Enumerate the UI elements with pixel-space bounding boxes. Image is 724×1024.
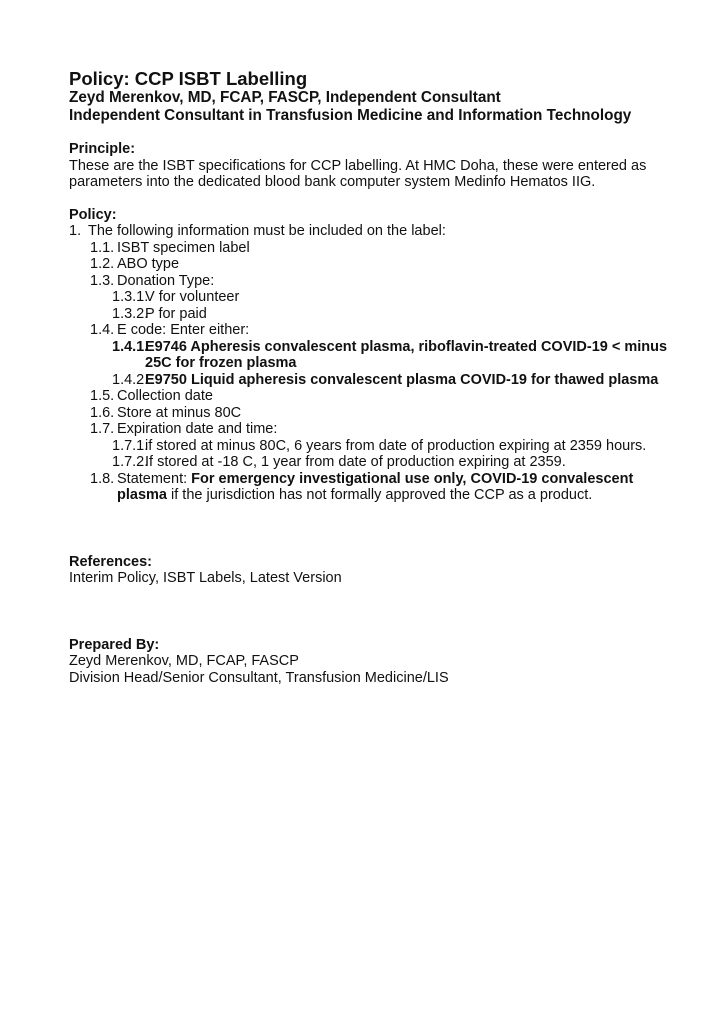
list-item-1-3-1 bbox=[69, 289, 669, 306]
list-item-1-3-2 bbox=[69, 306, 669, 323]
list-number: 1.7. bbox=[90, 421, 115, 437]
list-number: 1.7.1. bbox=[112, 437, 149, 454]
list-text: ABO type bbox=[117, 256, 180, 272]
list-text: ISBT specimen label bbox=[117, 239, 250, 256]
list-item-1-3 bbox=[69, 273, 669, 290]
references-text: Interim Policy, ISBT Labels, Latest Version bbox=[69, 570, 342, 586]
statement-text bbox=[117, 471, 669, 504]
document-page bbox=[69, 68, 669, 686]
list-text: Expiration date and time: bbox=[117, 421, 278, 437]
list-item-1-2 bbox=[69, 256, 669, 273]
policy-heading: Policy: bbox=[69, 206, 117, 223]
list-item-1-6 bbox=[69, 405, 669, 422]
list-item-1 bbox=[69, 223, 669, 240]
list-item-1-7 bbox=[69, 421, 669, 438]
list-item-1-4 bbox=[69, 322, 669, 339]
principle-section bbox=[69, 141, 669, 191]
prepared-by-heading: Prepared By: bbox=[69, 636, 160, 653]
list-number: 1.2. bbox=[90, 256, 115, 272]
list-item-1-7-2 bbox=[69, 454, 669, 471]
statement-bold: For emergency investigational use only, COVID-19 convalescent plasma bbox=[117, 470, 634, 503]
list-item-1-1 bbox=[69, 240, 669, 257]
statement-suffix: if the jurisdiction has not formally approved the CCP as a product. bbox=[166, 487, 593, 503]
list-text: Donation Type: bbox=[117, 272, 215, 289]
affiliation-line: Independent Consultant in Transfusion Medicine and Information Technology bbox=[69, 107, 632, 124]
e-code-e9750: E9750 Liquid apheresis convalescent plasma COVID-19 for thawed plasma bbox=[145, 371, 659, 388]
list-item-1-5 bbox=[69, 388, 669, 405]
list-number: 1.4.1. bbox=[112, 338, 149, 355]
author-line: Zeyd Merenkov, MD, FCAP, FASCP, Independent Consultant bbox=[69, 89, 501, 106]
document-title: Policy: CCP ISBT Labelling bbox=[69, 68, 308, 89]
references-heading: References: bbox=[69, 553, 153, 570]
list-item-1-4-1 bbox=[69, 339, 669, 372]
list-item-1-8 bbox=[69, 471, 669, 504]
list-number: 1.3.2. bbox=[112, 305, 149, 322]
list-number: 1. bbox=[69, 223, 82, 239]
statement-prefix: Statement: bbox=[117, 470, 192, 487]
list-number: 1.6. bbox=[90, 404, 115, 421]
policy-section bbox=[69, 207, 669, 504]
list-text: if stored at minus 80C, 6 years from date of production expiring at 2359 hours. bbox=[145, 437, 647, 454]
prepared-by-section bbox=[69, 637, 669, 687]
preparer-role: Division Head/Senior Consultant, Transfusion Medicine/LIS bbox=[69, 669, 449, 686]
list-number: 1.4. bbox=[90, 322, 115, 338]
references-section bbox=[69, 554, 669, 587]
list-item-1-4-2 bbox=[69, 372, 669, 389]
preparer-name: Zeyd Merenkov, MD, FCAP, FASCP bbox=[69, 653, 299, 669]
list-number: 1.4.2. bbox=[112, 371, 149, 388]
principle-text: These are the ISBT specifications for CCP labelling. At HMC Doha, these were entered as parameters into the dedicated blood bank computer system Medinfo Hematos IIG. bbox=[69, 157, 647, 190]
list-number: 1.5. bbox=[90, 388, 115, 404]
list-text: Collection date bbox=[117, 388, 213, 404]
list-number: 1.3.1. bbox=[112, 289, 149, 305]
list-number: 1.1. bbox=[90, 239, 115, 256]
list-text: Store at minus 80C bbox=[117, 404, 242, 421]
list-text: If stored at -18 C, 1 year from date of production expiring at 2359. bbox=[145, 454, 566, 470]
list-number: 1.7.2. bbox=[112, 454, 149, 470]
list-item-1-7-1 bbox=[69, 438, 669, 455]
list-text: V for volunteer bbox=[145, 289, 240, 305]
list-text: P for paid bbox=[145, 305, 207, 322]
list-text: E code: Enter either: bbox=[117, 322, 250, 338]
e-code-e9746: E9746 Apheresis convalescent plasma, riboflavin-treated COVID-19 < minus 25C for frozen plasma bbox=[145, 338, 668, 371]
list-number: 1.8. bbox=[90, 470, 115, 487]
principle-heading: Principle: bbox=[69, 141, 136, 157]
list-number: 1.3. bbox=[90, 272, 115, 289]
list-text: The following information must be included on the label: bbox=[88, 223, 446, 239]
